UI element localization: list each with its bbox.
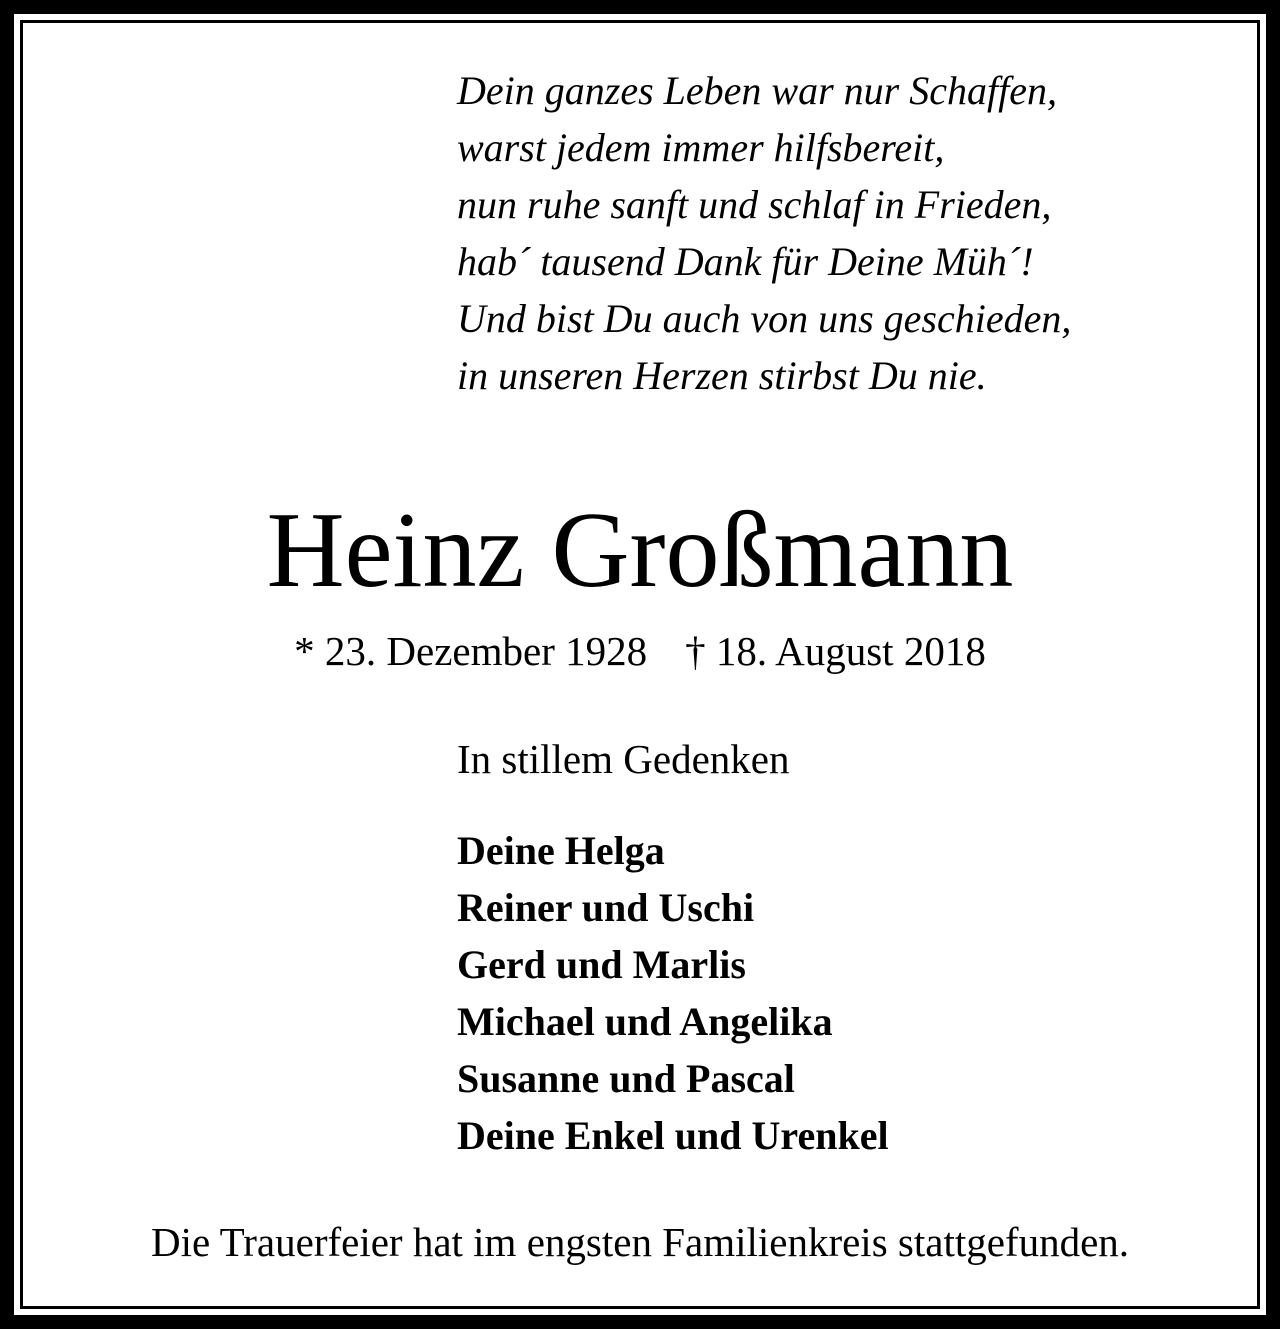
funeral-notice: Die Trauerfeier hat im engsten Familienkreis stattgefunden. [150, 1219, 1130, 1265]
mourner: Susanne und Pascal [457, 1056, 795, 1101]
poem-line: Und bist Du auch von uns geschieden, [457, 296, 1072, 341]
poem-line: Dein ganzes Leben war nur Schaffen, [457, 68, 1057, 113]
poem-line: warst jedem immer hilfsbereit, [457, 125, 945, 170]
memory-line: In stillem Gedenken [457, 736, 790, 782]
mourner: Gerd und Marlis [457, 942, 746, 987]
death-date: † 18. August 2018 [685, 628, 986, 674]
deceased-name: Heinz Großmann [266, 491, 1014, 610]
birth-date: * 23. Dezember 1928 [294, 628, 648, 674]
mourner: Reiner und Uschi [457, 885, 755, 930]
poem-line: nun ruhe sanft und schlaf in Frieden, [457, 182, 1052, 227]
mourner: Deine Enkel und Urenkel [457, 1113, 889, 1158]
poem-line: in unseren Herzen stirbst Du nie. [457, 353, 987, 398]
mourner: Deine Helga [457, 828, 665, 873]
poem [457, 62, 1071, 404]
life-dates [0, 624, 1280, 678]
mourner: Michael und Angelika [457, 999, 833, 1044]
poem-line: hab´ tausend Dank für Deine Müh´! [457, 239, 1034, 284]
mourners-list [457, 822, 889, 1164]
